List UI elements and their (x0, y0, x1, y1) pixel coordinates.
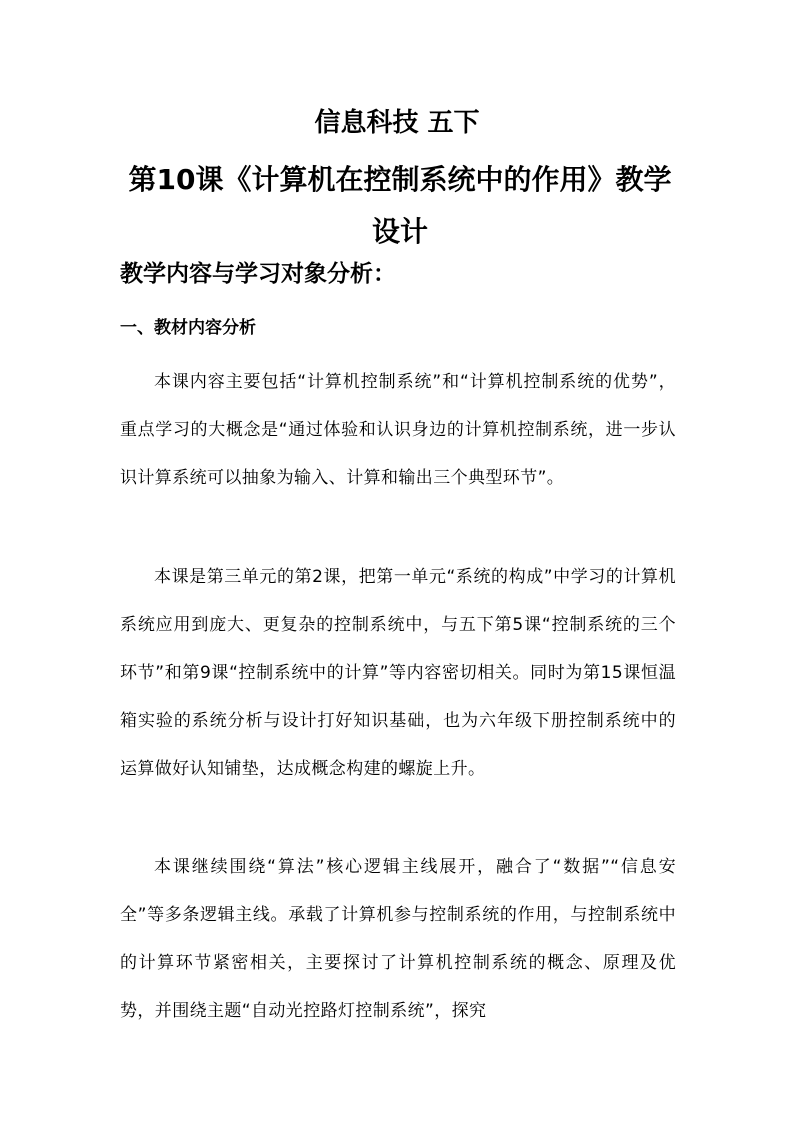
lesson-title: 第10课《计算机在控制系统中的作用》教学设计 (128, 163, 672, 248)
section-heading: 教学内容与学习对象分析： (120, 261, 396, 287)
subsection-heading: 一、教材内容分析 (120, 318, 256, 338)
paragraph: 本课内容主要包括“计算机控制系统”和“计算机控制系统的优势”，重点学习的大概念是“通过体验和认识身边的计算机控制系统，进一步认识计算系统可以抽象为输入、计算和输出三个典型环节”。 (120, 372, 676, 488)
paragraph: 本课继续围绕“算法”核心逻辑主线展开，融合了“数据”“信息安全”等多条逻辑主线。承载了计算机参与控制系统的作用，与控制系统中的计算环节紧密相关，主要探讨了计算机控制系统的概念、原理及优势，并围绕主题“自动光控路灯控制系统”，探究 (120, 857, 676, 1021)
document-title: 信息科技 五下 (314, 108, 480, 138)
paragraph: 本课是第三单元的第2课，把第一单元“系统的构成”中学习的计算机系统应用到庞大、更复杂的控制系统中，与五下第5课“控制系统的三个环节”和第9课“控制系统中的计算”等内容密切相关。同时为第15课恒温箱实验的系统分析与设计打好知识基础，也为六年级下册控制系统中的运算做好认知铺垫，达成概念构建的螺旋上升。 (120, 567, 676, 779)
